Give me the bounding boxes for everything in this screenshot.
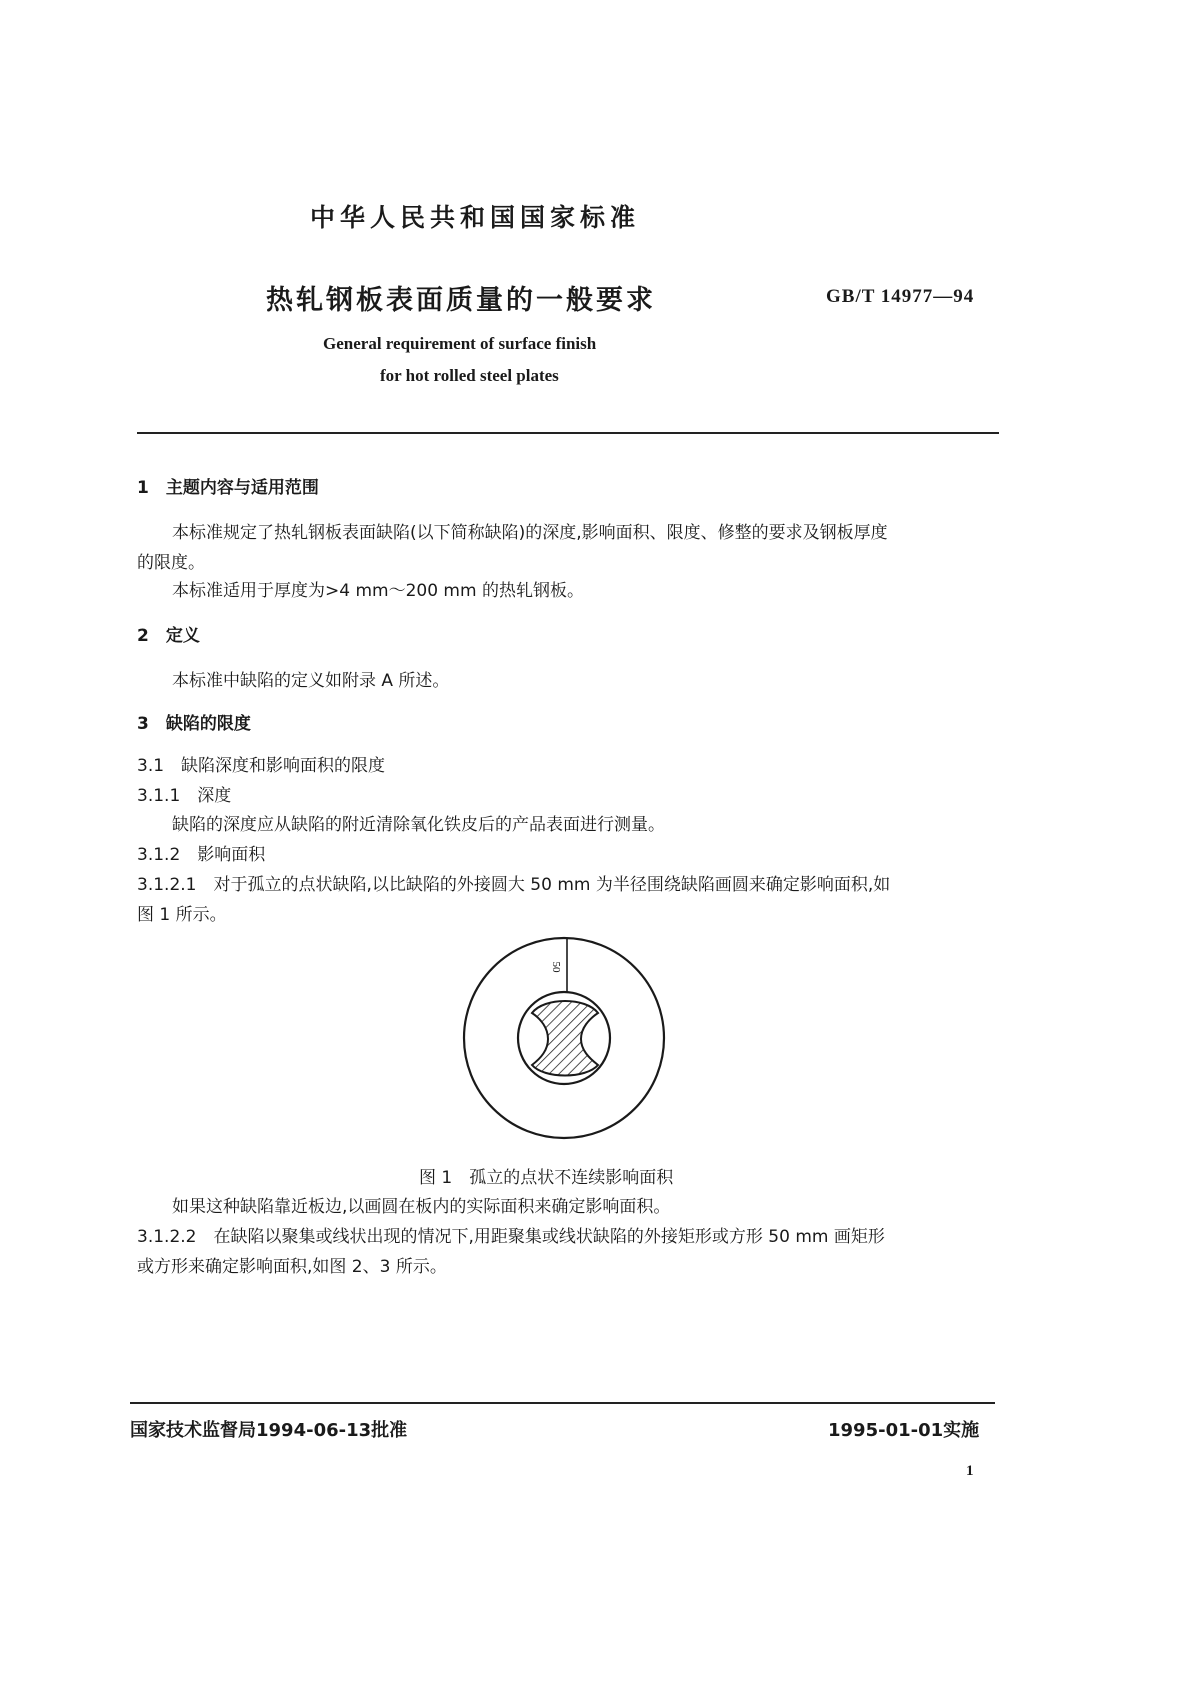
- header-divider: [137, 432, 999, 434]
- document-title-en-line1: General requirement of surface finish: [323, 334, 597, 353]
- section-3-heading: 3 缺陷的限度: [137, 714, 251, 734]
- figure-1-caption: 图 1 孤立的点状不连续影响面积: [419, 1168, 674, 1188]
- section-3-1-2-1-line-2: 图 1 所示。: [137, 905, 227, 925]
- section-1-paragraph-1-line-2: 的限度。: [137, 553, 205, 573]
- radius-dimension-label: 50: [550, 961, 562, 973]
- section-1-paragraph-1-line-1: 本标准规定了热轧钢板表面缺陷(以下简称缺陷)的深度,影响面积、限度、修整的要求及钢板厚度: [172, 523, 888, 543]
- defect-shape: [532, 1001, 598, 1076]
- section-1-paragraph-2: 本标准适用于厚度为>4 mm～200 mm 的热轧钢板。: [172, 581, 584, 601]
- figure-1-diagram: [440, 925, 680, 1175]
- implementation-date: 1995-01-01实施: [828, 1420, 980, 1441]
- section-2-paragraph: 本标准中缺陷的定义如附录 A 所述。: [172, 671, 450, 691]
- document-title-cn: 热轧钢板表面质量的一般要求: [266, 285, 656, 316]
- section-3-1-2-heading: 3.1.2 影响面积: [137, 845, 266, 865]
- page-number: 1: [966, 1463, 974, 1479]
- section-3-1-2-2-line-1: 3.1.2.2 在缺陷以聚集或线状出现的情况下,用距聚集或线状缺陷的外接矩形或方形 50 mm 画矩形: [137, 1227, 885, 1247]
- section-3-1-1-heading: 3.1.1 深度: [137, 786, 232, 806]
- document-title-en-line2: for hot rolled steel plates: [380, 366, 559, 385]
- section-2-heading: 2 定义: [137, 626, 200, 646]
- approval-info: 国家技术监督局1994-06-13批准: [130, 1420, 408, 1441]
- national-standard-label: 中华人民共和国国家标准: [310, 203, 641, 232]
- footer-divider: [130, 1402, 995, 1404]
- standard-code: GB/T 14977—94: [826, 286, 975, 307]
- section-1-heading: 1 主题内容与适用范围: [137, 478, 319, 498]
- section-3-1-2-2-line-2: 或方形来确定影响面积,如图 2、3 所示。: [137, 1257, 447, 1277]
- section-3-1-2-1-line-1: 3.1.2.1 对于孤立的点状缺陷,以比缺陷的外接圆大 50 mm 为半径围绕缺陷画圆来确定影响面积,如: [137, 875, 891, 895]
- paragraph-after-figure: 如果这种缺陷靠近板边,以画圆在板内的实际面积来确定影响面积。: [172, 1197, 671, 1217]
- section-3-1-1-paragraph: 缺陷的深度应从缺陷的附近清除氧化铁皮后的产品表面进行测量。: [172, 815, 665, 835]
- section-3-1-heading: 3.1 缺陷深度和影响面积的限度: [137, 756, 386, 776]
